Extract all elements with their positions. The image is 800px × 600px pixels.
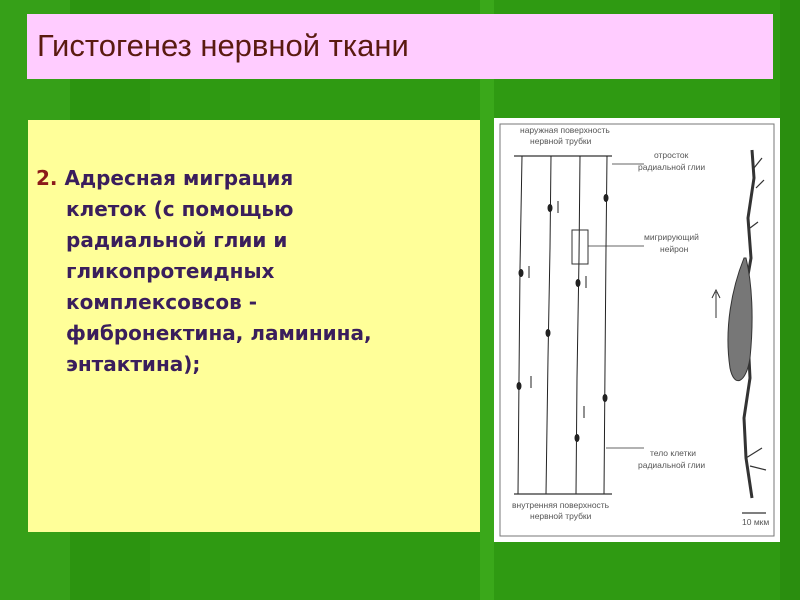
neuron-dot [517,382,522,390]
item-line: Адресная миграция [64,166,294,190]
radial-fiber [576,156,580,494]
inner-surface-label: внутренняя поверхность нервной трубки [512,500,610,521]
glia-body-label: тело клетки радиальной глии [638,448,706,470]
radial-fiber [604,156,607,494]
outer-surface-label: наружная поверхность нервной трубки [520,125,610,146]
migration-diagram [494,118,780,542]
background-stripe [780,0,800,600]
item-line: фибронектина, ламинина, [66,321,372,345]
item-line: радиальной глии и [66,228,288,252]
content-box [28,120,480,532]
radial-fiber [518,156,522,494]
item-number: 2. [36,166,58,190]
scale-label: 10 мкм [742,517,770,527]
glia-endfoot [746,448,766,470]
glia-process-label: отросток радиальной глии [638,150,706,172]
item-line: энтактина); [66,352,201,376]
neuron-dot [548,204,553,212]
migrating-neuron-body [728,258,752,381]
list-item [36,163,476,380]
neuron-dot [604,194,609,202]
title-box [27,14,773,79]
neuron-dot [603,394,608,402]
slide-title: Гистогенез нервной ткани [37,28,409,63]
neuron-dot [576,279,581,287]
migrating-neuron-label: мигрирующий нейрон [644,232,699,254]
item-line: клеток (с помощью [66,197,294,221]
item-line: комплексовсов - [66,290,258,314]
neuron-dot [546,329,551,337]
highlight-box [572,230,588,264]
background-stripe [480,0,494,600]
neuron-dot [519,269,524,277]
item-line: гликопротеидных [66,259,275,283]
neuron-dot [575,434,580,442]
radial-glia-figure [494,118,780,542]
